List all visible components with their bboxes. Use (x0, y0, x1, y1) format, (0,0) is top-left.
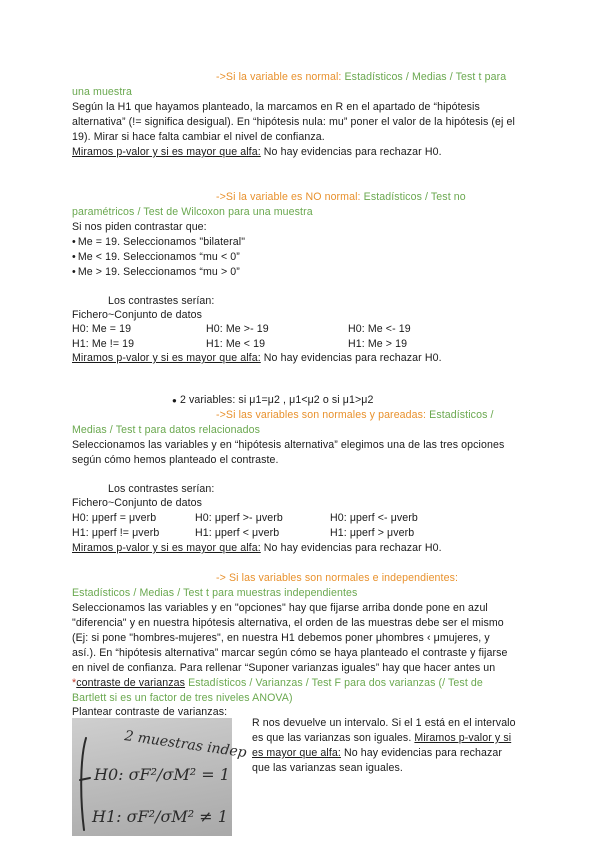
conclusion-text: No hay evidencias para rechazar (340, 747, 502, 759)
paragraph-line: "diferencia" y en nuestra hipótesis alternativa, el orden de las muestras debe ser el mismo (72, 617, 504, 629)
paragraph-line (72, 676, 483, 691)
paragraph-line: que las varianzas sean iguales. (252, 762, 403, 774)
handwritten-h0: H0: σF²/σM² = 1 (94, 765, 230, 784)
section-heading (216, 190, 466, 205)
heading-orange-text: ->Si las variables son normales y pareadas: (216, 409, 427, 421)
hypothesis-cell: H0: Me >- 19 (206, 323, 269, 335)
bullet-item: • Me = 19. Seleccionamos "bilateral" (72, 235, 245, 250)
paragraph-line (252, 746, 502, 761)
heading-green-text: Bartlett si es un factor de tres niveles ANOVA) (72, 692, 293, 704)
heading-green-text: Estadísticos / Medias / Test t para (344, 71, 507, 83)
heading-green-text: una muestra (72, 86, 132, 98)
conclusion-text: No hay evidencias para rechazar H0. (260, 352, 442, 364)
paragraph-line: Según la H1 que hayamos planteado, la marcamos en R en el apartado de “hipótesis (72, 101, 480, 113)
handwritten-h1: H1: σF²/σM² ≠ 1 (92, 807, 228, 826)
conclusion-underlined: Miramos p-valor y si es mayor que alfa: (72, 542, 261, 554)
paragraph-line: (Ej: si pone "hombres-mujeres", en nuestra H1 debemos poner μhombres ‹ μmujeres, y (72, 632, 490, 644)
hypothesis-cell: H0: μperf >- μverb (195, 512, 283, 524)
menu-path-text: Fichero~Conjunto de datos (72, 309, 203, 321)
conclusion-text: No hay evidencias para rechazar H0. (260, 146, 442, 158)
hypothesis-cell: H0: μperf <- μverb (330, 512, 418, 524)
bullet-dot: ● (172, 396, 177, 405)
conclusion-underlined: es mayor que alfa: (252, 747, 341, 759)
hypothesis-cell: H1: μperf != μverb (72, 527, 160, 539)
paragraph-line: Seleccionamos las variables y en "opciones" hay que fijarse arriba donde pone en azul (72, 602, 488, 614)
heading-green-text: Estadísticos / Medias / Test t para muestras independientes (72, 587, 358, 599)
hypothesis-cell: H1: Me != 19 (72, 338, 135, 350)
text-span: es que las varianzas son iguales. (252, 732, 415, 744)
hypothesis-cell: H0: Me <- 19 (348, 323, 411, 335)
paragraph-line: Los contrastes serían: (108, 295, 215, 307)
section-heading (216, 408, 494, 423)
paragraph-line: Plantear contraste de varianzas: (72, 706, 228, 718)
bullet-item: • Me > 19. Seleccionamos “mu > 0” (72, 265, 240, 280)
underlined-term: contraste de varianzas (76, 677, 186, 689)
heading-orange-text: ->Si la variable es normal: (216, 71, 342, 83)
asterisk-mark: * (72, 677, 77, 689)
heading-green-text: Estadísticos / (429, 409, 494, 421)
hypothesis-cell: H1: Me > 19 (348, 338, 408, 350)
conclusion-line (72, 145, 442, 160)
paragraph-line (252, 731, 511, 746)
heading-orange-text: ->Si la variable es NO normal: (216, 191, 361, 203)
heading-orange-text: -> Si las variables son normales e independientes: (216, 572, 459, 584)
conclusion-underlined: Miramos p-valor y si (414, 732, 512, 744)
bullet-item: 2 variables: si μ1=μ2 , μ1<μ2 o si μ1>μ2 (180, 394, 374, 406)
hypothesis-cell: H1: Me < 19 (206, 338, 266, 350)
paragraph-line: Los contrastes serían: (108, 483, 215, 495)
hypothesis-cell: H1: μperf < μverb (195, 527, 280, 539)
section-heading (216, 70, 506, 85)
conclusion-text: No hay evidencias para rechazar H0. (260, 542, 442, 554)
paragraph-line: en nivel de confianza. Para rellenar “Suponer varianzas iguales” hay que hacer antes un (72, 662, 496, 674)
paragraph-line: Si nos piden contrastar que: (72, 221, 207, 233)
hypothesis-cell: H1: μperf > μverb (330, 527, 415, 539)
heading-green-text: Estadísticos / Varianzas / Test F para dos varianzas (/ Test de (185, 677, 483, 689)
paragraph-line: así.). En “hipótesis alternativa” marcar según cómo se haya planteado el contraste y fijarse (72, 647, 508, 659)
handwritten-notes-photo (72, 718, 248, 836)
conclusion-line (72, 541, 442, 556)
handwritten-title: 2 muestras indep (123, 728, 248, 762)
paragraph-line: Seleccionamos las variables y en “hipótesis alternativa” elegimos una de las tres opciones (72, 439, 505, 451)
paragraph-line: alternativa” (!= significa desigual). En “hipótesis nula: mu” poner el valor de la hipótesis (ej el (72, 116, 515, 128)
paragraph-line: 19). Mirar si hace falta cambiar el nivel de confianza. (72, 131, 325, 143)
heading-green-text: paramétricos / Test de Wilcoxon para una muestra (72, 206, 313, 218)
hypothesis-cell: H0: μperf = μverb (72, 512, 157, 524)
heading-green-text: Estadísticos / Test no (363, 191, 466, 203)
paragraph-line: según cómo hemos planteado el contraste. (72, 454, 279, 466)
bullet-item: • Me < 19. Seleccionamos “mu < 0” (72, 250, 240, 265)
conclusion-underlined: Miramos p-valor y si es mayor que alfa: (72, 352, 261, 364)
heading-green-text: Medias / Test t para datos relacionados (72, 424, 261, 436)
hypothesis-cell: H0: Me = 19 (72, 323, 132, 335)
paragraph-line: R nos devuelve un intervalo. Si el 1 está en el intervalo (252, 717, 516, 729)
menu-path-text: Fichero~Conjunto de datos (72, 497, 203, 509)
conclusion-line (72, 351, 442, 366)
handwriting-strokes (72, 718, 248, 836)
conclusion-underlined: Miramos p-valor y si es mayor que alfa: (72, 146, 261, 158)
